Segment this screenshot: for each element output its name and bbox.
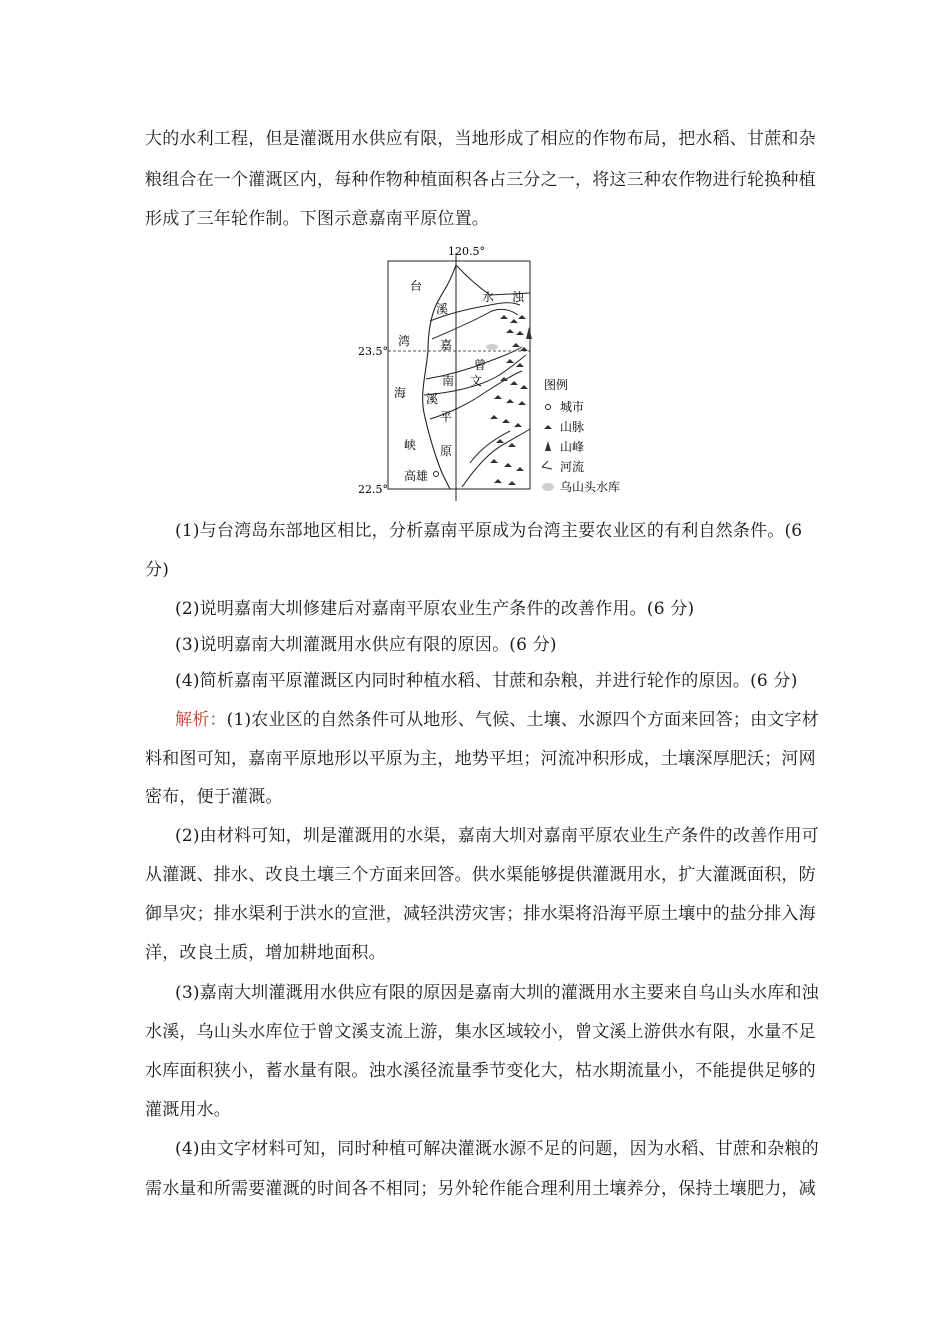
answer-p2-line-3: 御旱灾；排水渠利于洪水的宣泄，减轻洪涝灾害；排水渠将沿海平原土壤中的盐分排入海 (145, 904, 816, 924)
answer-p1-line-2: 料和图可知，嘉南平原地形以平原为主，地势平坦；河流冲积形成，土壤深厚肥沃；河网 (145, 749, 816, 769)
map-char: 浊 (512, 290, 525, 304)
answer-p2-line-2: 从灌溉、排水、改良土壤三个方面来回答。供水渠能够提供灌溉用水，扩大灌溉面积，防 (145, 865, 816, 885)
legend-river: 河流 (560, 460, 585, 474)
answer-line-1 (175, 709, 840, 731)
question-3: (3)说明嘉南大圳灌溉用水供应有限的原因。(6 分) (175, 635, 557, 655)
intro-line-1: 大的水利工程，但是灌溉用水供应有限，当地形成了相应的作物布局，把水稻、甘蔗和杂 (145, 129, 816, 149)
answer-text: (1)农业区的自然条件可从地形、气候、土壤、水源四个方面来回答；由文字材 (226, 710, 819, 730)
answer-p4-line-2: 需水量和所需要灌溉的时间各不相同；另外轮作能合理利用土壤养分，保持土壤肥力，减 (145, 1179, 816, 1199)
map-char: 平 (440, 410, 453, 424)
answer-p4-line-1: (4)由文字材料可知，同时种植可解决灌溉水源不足的问题，因为水稻、甘蔗和杂粮的 (175, 1139, 819, 1159)
rivers (424, 303, 530, 487)
question-1-cont: 分) (145, 560, 170, 580)
answer-p3-line-4: 灌溉用水。 (145, 1100, 231, 1120)
map-char: 峡 (404, 438, 417, 452)
intro-line-2: 粮组合在一个灌溉区内，每种作物种植面积各占三分之一，将这三种农作物进行轮换种植 (145, 170, 816, 190)
answer-p2-line-4: 洋，改良土质，增加耕地面积。 (145, 943, 386, 963)
intro-line-3: 形成了三年轮作制。下图示意嘉南平原位置。 (145, 209, 489, 229)
answer-p3-line-1: (3)嘉南大圳灌溉用水供应有限的原因是嘉南大圳的灌溉用水主要来自乌山头水库和浊 (175, 983, 819, 1003)
answer-label: 解析： (175, 710, 227, 730)
map-char: 台 (410, 279, 423, 293)
question-4: (4)简析嘉南平原灌溉区内同时种植水稻、甘蔗和杂粮，并进行轮作的原因。(6 分) (175, 671, 798, 691)
lon-label: 120.5° (448, 245, 485, 258)
reservoir-shape (486, 344, 498, 350)
answer-p1-line-3: 密布，便于灌溉。 (145, 787, 283, 807)
city-label: 高雄 (404, 469, 429, 483)
legend-peak: 山峰 (560, 440, 585, 454)
mountains (490, 315, 532, 485)
map-char: 溪 (436, 302, 449, 316)
map-char: 文 (470, 374, 483, 388)
lat-top-label: 23.5° (358, 345, 388, 358)
question-1: (1)与台湾岛东部地区相比，分析嘉南平原成为台湾主要农业区的有利自然条件。(6 (175, 521, 803, 541)
map-char: 湾 (398, 334, 411, 348)
lat-bottom-label: 22.5° (358, 483, 388, 496)
jianan-plain-map (350, 243, 660, 508)
answer-p2-line-1: (2)由材料可知，圳是灌溉用的水渠，嘉南大圳对嘉南平原农业生产条件的改善作用可 (175, 826, 819, 846)
legend-reservoir: 乌山头水库 (560, 480, 621, 494)
map-char: 原 (440, 444, 453, 458)
map-char: 海 (394, 386, 407, 400)
map-char: 嘉 (440, 338, 453, 352)
answer-p3-line-2: 水溪，乌山头水库位于曾文溪支流上游，集水区域较小，曾文溪上游供水有限，水量不足 (145, 1022, 816, 1042)
map-char: 南 (442, 374, 455, 388)
legend-mountain: 山脉 (560, 420, 585, 434)
map-char: 溪 (426, 392, 439, 406)
answer-p3-line-3: 水库面积狭小，蓄水量有限。浊水溪径流量季节变化大，枯水期流量小，不能提供足够的 (145, 1061, 816, 1081)
peak-marker (526, 327, 532, 339)
legend-city: 城市 (560, 400, 585, 414)
map-char: 水 (482, 290, 495, 304)
map-char: 曾 (474, 358, 487, 372)
legend-title: 图例 (544, 378, 569, 392)
question-2: (2)说明嘉南大圳修建后对嘉南平原农业生产条件的改善作用。(6 分) (175, 599, 695, 619)
city-marker (434, 472, 439, 477)
